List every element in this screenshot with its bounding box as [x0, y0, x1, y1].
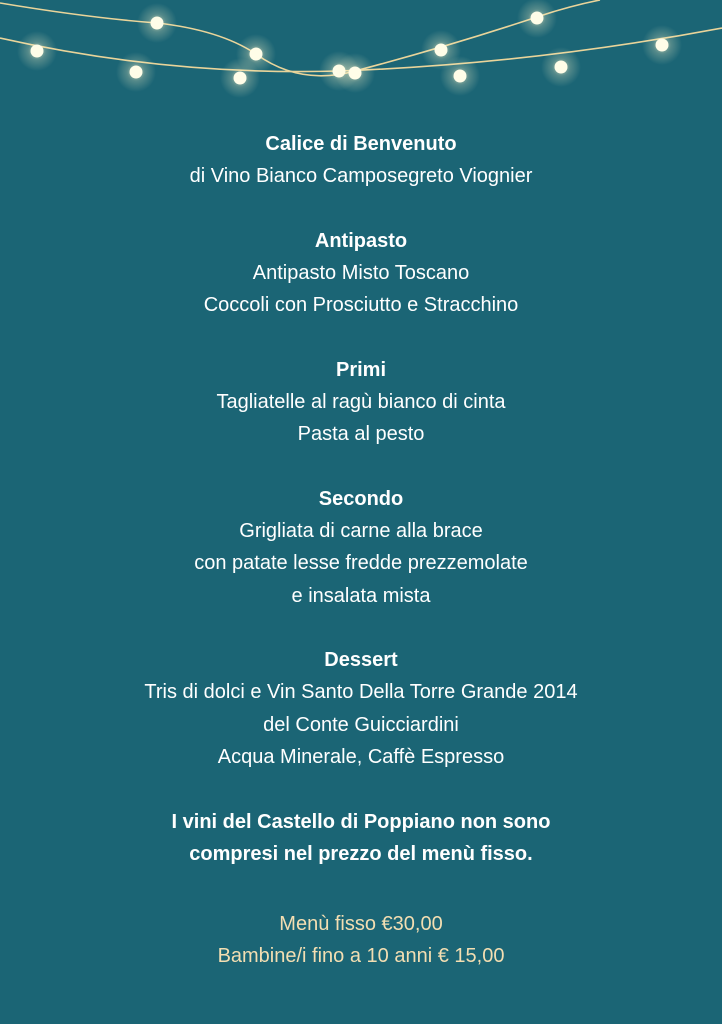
fixed-menu-price: Menù fisso €30,00 — [279, 912, 443, 935]
section-title: Calice di Benvenuto — [265, 133, 457, 155]
light-bulb-icon — [137, 3, 177, 43]
section-title: Primi — [335, 358, 387, 381]
menu-item: con patate lesse fredde prezzemolate — [194, 552, 528, 574]
string-lights-decoration — [0, 0, 722, 110]
light-bulb-icon — [421, 30, 461, 70]
price-block — [0, 908, 722, 972]
light-bulb-icon — [17, 31, 57, 71]
menu-section-primi — [0, 354, 722, 451]
menu-item: Acqua Minerale, Caffè Espresso — [217, 746, 505, 768]
menu-item: Coccoli con Prosciutto e Stracchino — [203, 294, 519, 316]
menu-item: Pasta al pesto — [297, 423, 425, 445]
children-price: Bambine/i fino a 10 anni € 15,00 — [217, 944, 505, 967]
section-title: Dessert — [324, 649, 398, 671]
light-bulb-icon — [517, 0, 557, 38]
menu-item: Tris di dolci e Vin Santo Della Torre Grande 2014 — [144, 681, 578, 703]
menu-section-secondo — [0, 483, 722, 613]
section-title: Secondo — [318, 487, 404, 510]
menu-item: di Vino Bianco Camposegreto Viognier — [189, 165, 533, 187]
menu-section-antipasto — [0, 225, 722, 322]
light-bulb-icon — [236, 34, 276, 74]
notice-line: I vini del Castello di Poppiano non sono — [171, 810, 551, 833]
menu-item: e insalata mista — [291, 584, 431, 607]
light-bulb-icon — [116, 52, 156, 92]
light-string-wire — [0, 0, 600, 76]
notice-line: compresi nel prezzo del menù fisso. — [189, 842, 533, 865]
menu-content — [0, 128, 722, 972]
menu-section-welcome — [0, 128, 722, 193]
menu-section-dessert — [0, 644, 722, 774]
light-bulb-icon — [642, 25, 682, 65]
wine-notice — [0, 806, 722, 870]
menu-item: Tagliatelle al ragù bianco di cinta — [216, 390, 506, 413]
section-title: Antipasto — [314, 229, 408, 252]
menu-item: Antipasto Misto Toscano — [252, 261, 470, 284]
menu-item: del Conte Guicciardini — [263, 713, 459, 736]
light-bulb-icon — [335, 53, 375, 93]
light-bulb-icon — [541, 47, 581, 87]
menu-item: Grigliata di carne alla brace — [239, 519, 483, 542]
